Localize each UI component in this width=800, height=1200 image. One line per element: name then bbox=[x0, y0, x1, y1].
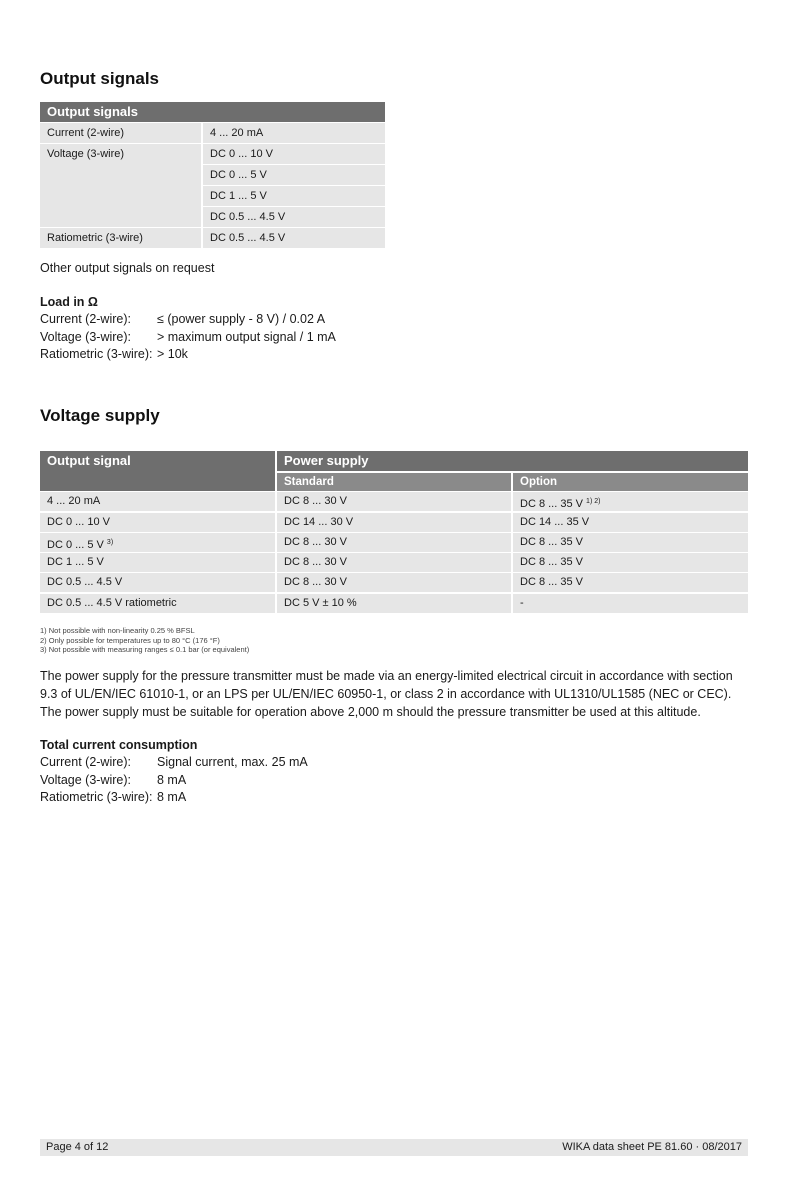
consumption-key: Current (2-wire): bbox=[40, 755, 131, 769]
load-value: ≤ (power supply - 8 V) / 0.02 A bbox=[157, 312, 326, 326]
row-value: DC 0 ... 5 V bbox=[203, 165, 385, 185]
cell-standard: DC 8 ... 30 V bbox=[277, 492, 511, 511]
row-value: DC 0.5 ... 4.5 V bbox=[203, 207, 385, 227]
table-row bbox=[40, 553, 748, 572]
consumption-value: 8 mA bbox=[157, 772, 187, 787]
footnote: 3) Not possible with measuring ranges ≤ 0.1 bar (or equivalent) bbox=[40, 645, 250, 654]
load-item bbox=[40, 311, 336, 329]
cell-option: DC 14 ... 35 V bbox=[513, 513, 748, 532]
load-key: Voltage (3-wire): bbox=[40, 329, 132, 344]
load-key: Ratiometric (3-wire): bbox=[40, 347, 153, 361]
load-block bbox=[40, 293, 336, 364]
header-power-supply: Power supply bbox=[277, 451, 748, 471]
header-standard: Standard bbox=[277, 473, 511, 491]
row-label: Voltage (3-wire) bbox=[40, 144, 201, 227]
voltage-supply-table bbox=[40, 451, 748, 613]
table-row bbox=[40, 228, 385, 248]
footnotes bbox=[40, 626, 249, 655]
cell-option: - bbox=[513, 594, 748, 613]
footnote: 2) Only possible for temperatures up to 80 °C (176 °F) bbox=[40, 635, 220, 645]
cell-signal: 4 ... 20 mA bbox=[40, 492, 275, 511]
table-row bbox=[40, 144, 385, 227]
consumption-heading: Total current consumption bbox=[40, 738, 198, 752]
cell-option: DC 8 ... 35 V bbox=[513, 533, 748, 552]
paragraph-line: The power supply must be suitable for operation above 2,000 m should the pressure transmitter be used at this altitude. bbox=[40, 705, 701, 719]
footnote: 1) Not possible with non-linearity 0.25 % BFSL bbox=[40, 626, 195, 635]
consumption-item bbox=[40, 789, 308, 807]
row-label: Ratiometric (3-wire) bbox=[40, 228, 201, 248]
cell-standard: DC 5 V ± 10 % bbox=[277, 594, 511, 613]
load-value: > 10k bbox=[157, 347, 188, 361]
cell-signal: DC 1 ... 5 V bbox=[40, 553, 275, 572]
table-header bbox=[40, 451, 748, 491]
table-header: Output signals bbox=[40, 102, 385, 122]
output-signals-table bbox=[40, 102, 385, 248]
load-item bbox=[40, 329, 336, 347]
paragraph-line: 9.3 of UL/EN/IEC 61010-1, or an LPS per UL/EN/IEC 60950-1, or class 2 in accordance with UL1310/UL1585 (NEC or CEC). bbox=[40, 687, 732, 701]
power-supply-paragraph bbox=[40, 667, 760, 721]
cell-signal: DC 0.5 ... 4.5 V bbox=[40, 573, 275, 592]
section-title-output-signals: Output signals bbox=[40, 69, 159, 88]
cell-option: DC 8 ... 35 V bbox=[513, 553, 748, 572]
row-label: Current (2-wire) bbox=[40, 123, 201, 143]
consumption-block bbox=[40, 736, 308, 807]
other-signals-note: Other output signals on request bbox=[40, 261, 215, 275]
row-value: DC 0 ... 10 V bbox=[203, 144, 385, 164]
consumption-key: Ratiometric (3-wire): bbox=[40, 790, 153, 804]
header-option: Option bbox=[513, 473, 748, 491]
page-number: Page 4 of 12 bbox=[46, 1141, 109, 1153]
cell-option: DC 8 ... 35 V $^{1) 2)}$ bbox=[513, 492, 748, 511]
load-item bbox=[40, 346, 336, 364]
consumption-value: Signal current, max. 25 mA bbox=[157, 755, 308, 769]
table-row bbox=[40, 533, 748, 552]
table-row bbox=[40, 594, 748, 613]
table-row bbox=[40, 123, 385, 143]
footnote-ref: 3) bbox=[106, 538, 114, 546]
cell-signal: DC 0.5 ... 4.5 V ratiometric bbox=[40, 594, 275, 613]
consumption-item bbox=[40, 772, 308, 790]
cell-signal: DC 0 ... 10 V bbox=[40, 513, 275, 532]
consumption-key: Voltage (3-wire): bbox=[40, 772, 132, 787]
table-row bbox=[40, 573, 748, 592]
cell-signal: DC 0 ... 5 V $^{3)}$ bbox=[40, 533, 275, 552]
load-heading: Load in Ω bbox=[40, 295, 98, 309]
section-title-voltage-supply: Voltage supply bbox=[40, 406, 160, 425]
consumption-value: 8 mA bbox=[157, 790, 187, 804]
row-value: 4 ... 20 mA bbox=[203, 123, 385, 143]
row-value: DC 1 ... 5 V bbox=[203, 186, 385, 206]
header-output-signal: Output signal bbox=[40, 451, 275, 491]
document-id: WIKA data sheet PE 81.60 · 08/2017 bbox=[562, 1141, 742, 1153]
paragraph-line: The power supply for the pressure transmitter must be made via an energy-limited electrical circuit in accordance with section bbox=[40, 669, 733, 683]
cell-standard: DC 8 ... 30 V bbox=[277, 533, 511, 552]
cell-option: DC 8 ... 35 V bbox=[513, 573, 748, 592]
table-row bbox=[40, 492, 748, 511]
footnote-ref: 1) 2) bbox=[586, 498, 601, 506]
cell-standard: DC 14 ... 30 V bbox=[277, 513, 511, 532]
cell-standard: DC 8 ... 30 V bbox=[277, 573, 511, 592]
cell-standard: DC 8 ... 30 V bbox=[277, 553, 511, 572]
load-value: > maximum output signal / 1 mA bbox=[157, 329, 336, 344]
consumption-item bbox=[40, 754, 308, 772]
table-row bbox=[40, 513, 748, 532]
page-footer bbox=[40, 1139, 748, 1156]
load-key: Current (2-wire): bbox=[40, 312, 131, 326]
row-value: DC 0.5 ... 4.5 V bbox=[203, 228, 385, 248]
